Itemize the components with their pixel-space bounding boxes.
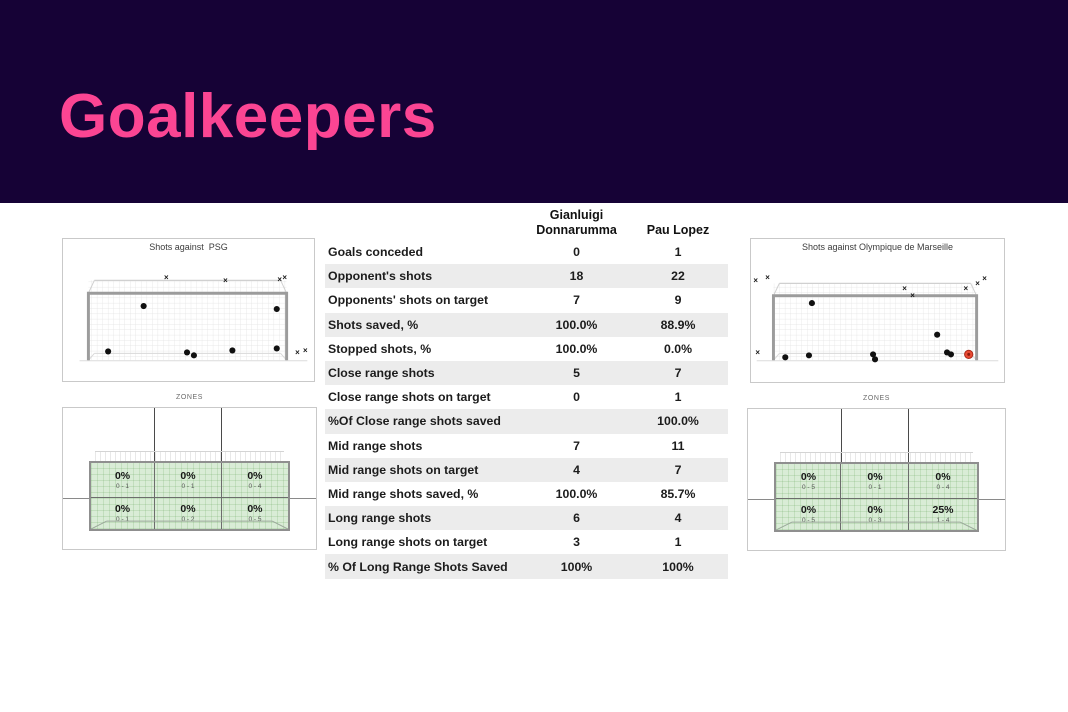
table-row xyxy=(325,530,728,554)
stat-label: Close range shots xyxy=(328,366,435,381)
zone-cell xyxy=(776,464,841,499)
zone-cell xyxy=(155,463,222,498)
zones-marseille-title: ZONES xyxy=(862,395,891,402)
zone-save-percentage: 0% xyxy=(247,469,263,482)
zone-cell xyxy=(909,499,976,530)
stat-value-lopez: 100.0% xyxy=(657,414,699,429)
zone-goals-shots-ratio: 0 - 4 xyxy=(248,482,262,490)
goal-conceded-mark-core xyxy=(967,353,970,356)
stat-value-donnarumma: 7 xyxy=(573,438,580,453)
stat-value-donnarumma: 100.0% xyxy=(555,341,598,356)
zones-goal-psg xyxy=(89,461,290,531)
table-row xyxy=(325,385,728,409)
shot-off-target-mark: × xyxy=(277,275,283,285)
stat-value-lopez: 7 xyxy=(674,366,682,381)
stat-value-donnarumma: 100.0% xyxy=(555,317,598,332)
stat-value-lopez: 0.0% xyxy=(663,341,693,356)
stat-label: Opponents' shots on target xyxy=(328,293,489,308)
zones-grid-psg xyxy=(91,463,288,529)
shot-off-target-mark: × xyxy=(975,279,980,289)
table-row xyxy=(325,337,728,361)
zone-cell xyxy=(841,464,909,499)
shot-off-target-mark: × xyxy=(902,284,907,294)
zone-goals-shots-ratio: 0 - 5 xyxy=(248,516,262,524)
shot-on-target-mark xyxy=(872,356,878,362)
table-row xyxy=(325,506,728,530)
shot-on-target-mark xyxy=(782,354,788,360)
zone-cell xyxy=(776,499,841,530)
table-row xyxy=(325,458,728,482)
zones-marseille-box xyxy=(747,408,1006,551)
table-row xyxy=(325,554,728,578)
zone-save-percentage: 0% xyxy=(180,469,196,482)
stats-table-body xyxy=(325,240,728,579)
shot-off-target-mark: × xyxy=(910,290,915,300)
stat-value-lopez: 22 xyxy=(671,269,685,284)
stat-value-lopez: 1 xyxy=(674,390,682,405)
stat-label: Close range shots on target xyxy=(328,390,491,405)
table-row xyxy=(325,361,728,385)
shot-off-target-mark: × xyxy=(753,276,759,286)
stat-value-lopez: 88.9% xyxy=(660,317,696,332)
shot-on-target-mark xyxy=(806,352,812,358)
shot-on-target-mark xyxy=(141,303,147,309)
zone-save-percentage: 0% xyxy=(180,503,196,516)
zone-goals-shots-ratio: 0 - 4 xyxy=(936,483,950,491)
table-row xyxy=(325,313,728,337)
shot-off-target-mark: × xyxy=(303,346,308,356)
stat-label: Goals conceded xyxy=(328,245,423,260)
shot-off-target-mark: × xyxy=(295,348,300,358)
shot-on-target-mark xyxy=(948,351,954,357)
stat-value-lopez: 1 xyxy=(674,535,682,550)
stat-value-donnarumma: 0 xyxy=(573,245,580,260)
shot-map-marseille-panel xyxy=(750,238,1005,383)
zone-save-percentage: 0% xyxy=(114,503,131,516)
zone-cell xyxy=(91,463,155,498)
shot-off-target-mark: × xyxy=(164,273,169,283)
shot-off-target-mark: × xyxy=(755,348,760,358)
stat-label: Mid range shots xyxy=(328,438,423,453)
shot-on-target-mark xyxy=(105,348,111,354)
zone-goals-shots-ratio: 0 - 1 xyxy=(116,516,130,524)
shot-off-target-mark: × xyxy=(282,273,287,283)
stat-value-lopez: 9 xyxy=(674,293,682,308)
stat-label: Mid range shots on target xyxy=(328,462,479,477)
stat-value-lopez: 11 xyxy=(671,438,685,453)
shot-on-target-mark xyxy=(934,332,940,338)
table-row xyxy=(325,288,728,312)
zone-goals-shots-ratio: 1 - 4 xyxy=(936,517,950,525)
stat-label: Shots saved, % xyxy=(328,317,419,332)
goalkeeper-stats-table xyxy=(325,206,728,579)
goal-diagram-marseille xyxy=(751,239,1004,382)
stat-value-donnarumma: 18 xyxy=(569,269,584,284)
table-row xyxy=(325,482,728,506)
zone-goals-shots-ratio: 0 - 1 xyxy=(181,482,195,490)
shot-on-target-mark xyxy=(809,300,815,306)
stat-value-donnarumma: 0 xyxy=(573,390,580,405)
stat-value-donnarumma: 6 xyxy=(573,511,580,526)
stat-value-donnarumma: 5 xyxy=(573,366,580,381)
stat-label: Opponent's shots xyxy=(328,269,433,284)
column-header-lopez: Pau Lopez xyxy=(646,223,710,237)
zones-psg-box xyxy=(62,407,317,550)
zone-cell xyxy=(91,498,155,529)
shot-off-target-mark: × xyxy=(963,284,969,294)
stat-label: Mid range shots saved, % xyxy=(328,486,479,501)
zones-goal-marseille xyxy=(774,462,978,532)
zone-cell xyxy=(155,498,222,529)
zone-cell xyxy=(222,463,288,498)
shot-on-target-mark xyxy=(229,347,235,353)
goal-diagram-psg xyxy=(63,239,314,381)
zone-goals-shots-ratio: 0 - 3 xyxy=(868,517,882,525)
zone-goals-shots-ratio: 0 - 5 xyxy=(801,483,815,491)
table-row xyxy=(325,240,728,264)
zone-save-percentage: 25% xyxy=(932,504,954,517)
column-header-donnarumma: Gianluigi Donnarumma xyxy=(536,208,617,237)
zone-cell xyxy=(222,498,288,529)
stat-label: Long range shots on target xyxy=(328,535,488,550)
page-title: Goalkeepers xyxy=(59,82,437,151)
stat-value-lopez: 7 xyxy=(674,462,682,477)
shot-off-target-mark: × xyxy=(223,276,228,286)
zone-goals-shots-ratio: 0 - 2 xyxy=(181,516,195,524)
zone-save-percentage: 0% xyxy=(935,470,951,483)
table-row xyxy=(325,409,728,433)
zone-save-percentage: 0% xyxy=(867,504,883,517)
zone-cell xyxy=(909,464,976,499)
stat-label: Long range shots xyxy=(328,511,432,526)
zone-save-percentage: 0% xyxy=(800,470,817,483)
table-row xyxy=(325,434,728,458)
zone-goals-shots-ratio: 0 - 1 xyxy=(116,482,130,490)
stat-value-lopez: 1 xyxy=(674,245,682,260)
stat-value-donnarumma: 3 xyxy=(573,535,580,550)
stat-value-donnarumma: 100.0% xyxy=(555,486,598,501)
zone-goals-shots-ratio: 0 - 1 xyxy=(868,483,882,491)
stat-label: %Of Close range shots saved xyxy=(328,414,501,429)
shot-map-marseille-title: Shots against Olympique de Marseille xyxy=(801,242,954,252)
stat-value-lopez: 4 xyxy=(674,511,682,526)
table-row xyxy=(325,264,728,288)
shot-off-target-mark: × xyxy=(982,274,987,284)
zone-save-percentage: 0% xyxy=(800,504,817,517)
shot-off-target-mark: × xyxy=(765,273,770,283)
shot-map-psg-title: Shots against PSG xyxy=(149,242,228,252)
table-header xyxy=(325,206,728,240)
stat-label: % Of Long Range Shots Saved xyxy=(328,559,508,574)
zone-save-percentage: 0% xyxy=(867,470,883,483)
stat-value-donnarumma: 7 xyxy=(573,293,580,308)
shot-on-target-mark xyxy=(274,345,280,351)
shot-on-target-mark xyxy=(191,352,197,358)
zones-psg-section xyxy=(62,389,317,550)
stat-value-lopez: 85.7% xyxy=(660,486,696,501)
stat-value-donnarumma: 100% xyxy=(560,559,593,574)
shot-on-target-mark xyxy=(274,306,280,312)
zones-marseille-section xyxy=(747,390,1006,551)
shot-on-target-mark xyxy=(184,349,190,355)
zones-psg-title: ZONES xyxy=(175,394,204,401)
zone-save-percentage: 0% xyxy=(247,503,263,516)
zones-grid-marseille xyxy=(776,464,976,530)
stat-value-donnarumma: 4 xyxy=(573,462,580,477)
zone-save-percentage: 0% xyxy=(114,469,131,482)
header-band xyxy=(0,0,1068,203)
zone-goals-shots-ratio: 0 - 5 xyxy=(801,517,815,525)
stat-value-lopez: 100% xyxy=(662,559,694,574)
stat-label: Stopped shots, % xyxy=(328,341,432,356)
zone-cell xyxy=(841,499,909,530)
shot-map-psg-panel xyxy=(62,238,315,382)
